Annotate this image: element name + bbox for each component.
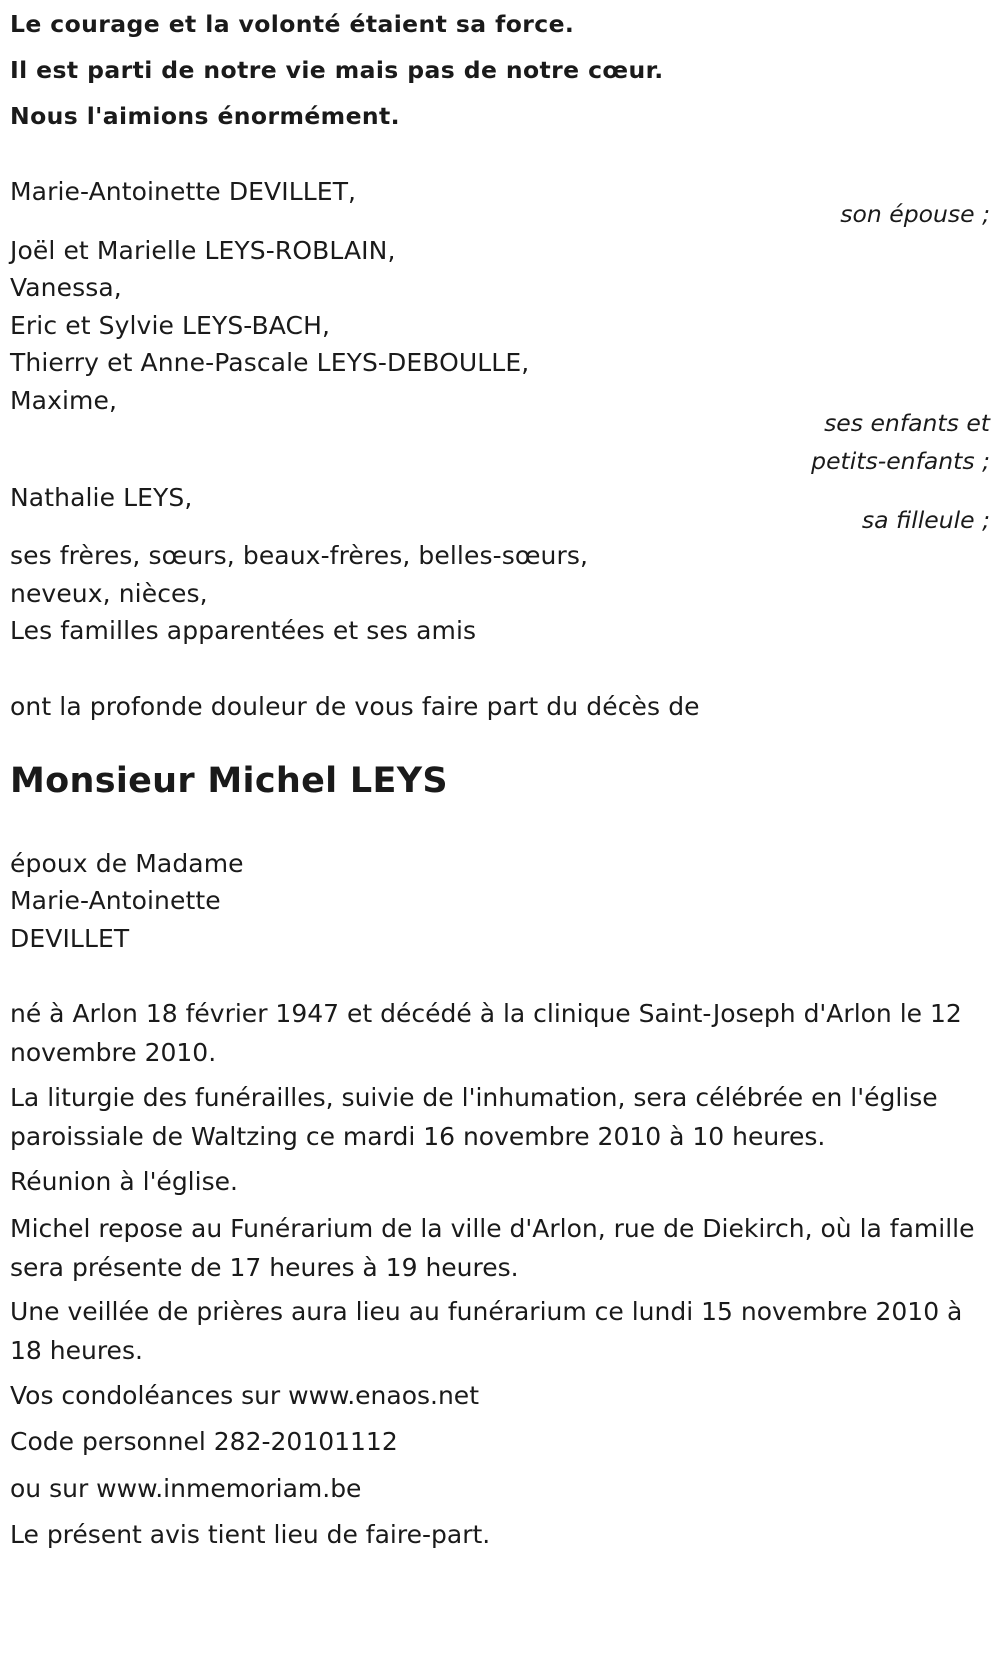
deceased-name: Monsieur Michel LEYS <box>10 761 448 801</box>
closing-note: Le présent avis tient lieu de faire-part. <box>10 1520 491 1549</box>
child-name-5: Maxime, <box>10 386 118 415</box>
funerarium-paragraph: Michel repose au Funérarium de la ville d'Arlon, rue de Diekirch, où la famille sera présente de 17 heures à 19 heures. <box>10 1214 975 1282</box>
child-name-2: Vanessa, <box>10 273 122 302</box>
goddaughter-name: Nathalie LEYS, <box>10 483 193 512</box>
family-line-1: ses frères, sœurs, beaux-frères, belles-sœurs, <box>10 541 588 570</box>
announcement: ont la profonde douleur de vous faire part du décès de <box>10 692 700 721</box>
personal-code: Code personnel 282-20101112 <box>10 1427 398 1456</box>
children-relation-line-1: ses enfants et <box>824 409 990 437</box>
obituary-notice <box>10 0 990 1673</box>
deceased-spouse-line-2: Marie-Antoinette <box>10 886 221 915</box>
funeral-paragraph: La liturgie des funérailles, suivie de l'inhumation, sera célébrée en l'église paroissiale de Waltzing ce mardi 16 novembre 2010 à 10 heures. <box>10 1083 938 1151</box>
family-line-3: Les familles apparentées et ses amis <box>10 616 477 645</box>
children-relation-line-2: petits-enfants ; <box>811 447 990 475</box>
motto-line-2: Il est parti de notre vie mais pas de notre cœur. <box>10 56 664 84</box>
birth-death-paragraph: né à Arlon 18 février 1947 et décédé à la clinique Saint-Joseph d'Arlon le 12 novembre 2010. <box>10 999 962 1067</box>
child-name-1: Joël et Marielle LEYS-ROBLAIN, <box>10 236 396 265</box>
condolences-link-inmemoriam: ou sur www.inmemoriam.be <box>10 1474 362 1503</box>
child-name-3: Eric et Sylvie LEYS-BACH, <box>10 311 331 340</box>
vigil-paragraph: Une veillée de prières aura lieu au funérarium ce lundi 15 novembre 2010 à 18 heures. <box>10 1297 963 1365</box>
motto-line-1: Le courage et la volonté étaient sa force. <box>10 10 575 38</box>
gathering-paragraph: Réunion à l'église. <box>10 1167 238 1196</box>
deceased-spouse-line-1: époux de Madame <box>10 849 244 878</box>
deceased-spouse-line-3: DEVILLET <box>10 924 130 953</box>
motto-line-3: Nous l'aimions énormément. <box>10 102 401 130</box>
goddaughter-relation: sa filleule ; <box>861 506 990 534</box>
child-name-4: Thierry et Anne-Pascale LEYS-DEBOULLE, <box>10 348 530 377</box>
family-line-2: neveux, nièces, <box>10 579 208 608</box>
spouse-relation: son épouse ; <box>840 200 990 228</box>
condolences-link-enaos: Vos condoléances sur www.enaos.net <box>10 1381 479 1410</box>
spouse-name: Marie-Antoinette DEVILLET, <box>10 177 357 206</box>
